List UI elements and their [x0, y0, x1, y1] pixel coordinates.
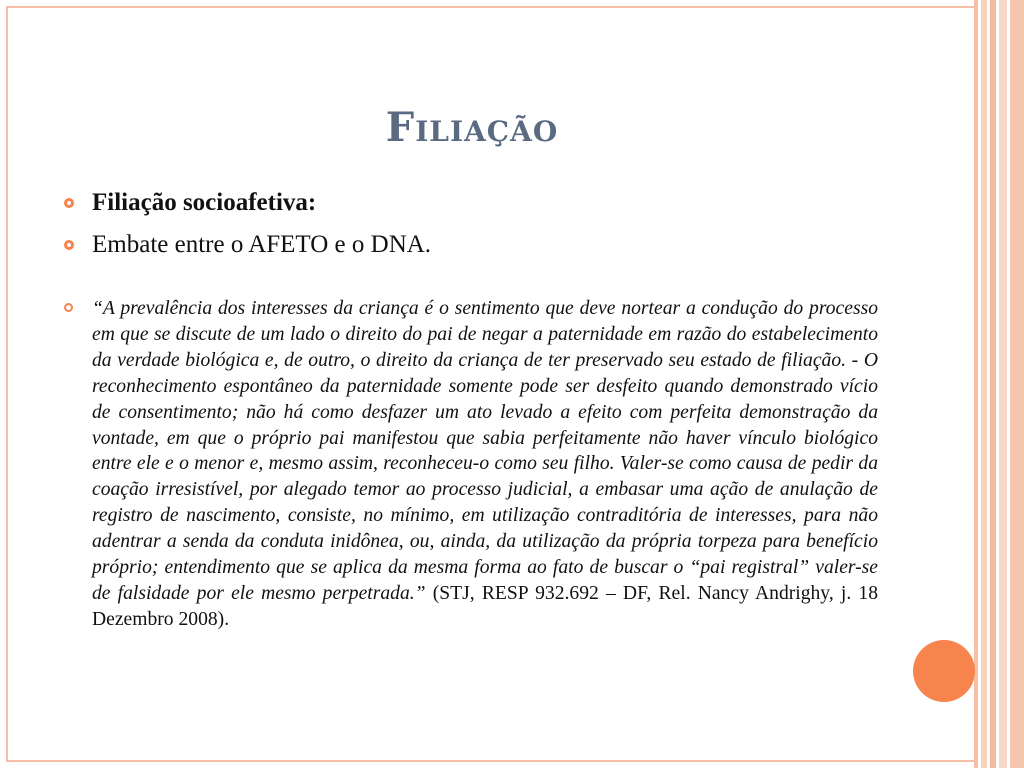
bullet-circle-icon — [64, 303, 73, 312]
court-quote: “A prevalência dos interesses da criança é o sentimento que deve nortear a condução do processo em que se discute de um lado o direito do pai de negar a paternidade em razão do estabelecimento da verdade biológica e, de outro, o direito da criança de ter preservado seu estado de filiação. - O reconhecimento espontâneo da paternidade somente pode ser desfeito quando demonstrado vício de consentimento; não há como desfazer um ato levado a efeito com perfeita demonstração da vontade, em que o próprio pai manifestou que sabia perfeitamente não haver vínculo biológico entre ele e o menor e, mesmo assim, reconheceu-o como seu filho. Valer-se como causa de pedir da coação irresistível, por alegado temor ao processo judicial, a embasar uma ação de anulação de registro de nascimento, consiste, no mínimo, em utilização contraditória de interesses, para não adentrar a senda da conduta inidônea, ou, ainda, da utilização da própria torpeza para benefício próprio; entendimento que se aplica da mesma forma ao fato de buscar o “pai registral” valer-se de falsidade por ele mesmo perpetrada.” — [92, 298, 878, 604]
bullet-text: Embate entre o AFETO e o DNA. — [92, 231, 432, 258]
decorative-stripe — [990, 0, 996, 768]
bullet-item — [64, 296, 878, 633]
bullet-item — [64, 188, 878, 218]
bullet-circle-icon — [64, 240, 74, 250]
bullet-text: Filiação socioafetiva: — [92, 189, 317, 216]
decorative-stripe — [974, 0, 978, 768]
decorative-circle-icon — [913, 640, 975, 702]
bullet-circle-icon — [64, 198, 74, 208]
decorative-stripe — [999, 0, 1007, 768]
slide-title: Filiação — [385, 104, 559, 151]
decorative-stripe — [981, 0, 987, 768]
bullet-list — [64, 188, 878, 633]
citation: (STJ, RESP 932.692 – DF, Rel. Nancy Andrighy, j. 18 Dezembro 2008). — [92, 582, 879, 630]
decorative-stripe — [1010, 0, 1024, 768]
bullet-item — [64, 230, 878, 260]
